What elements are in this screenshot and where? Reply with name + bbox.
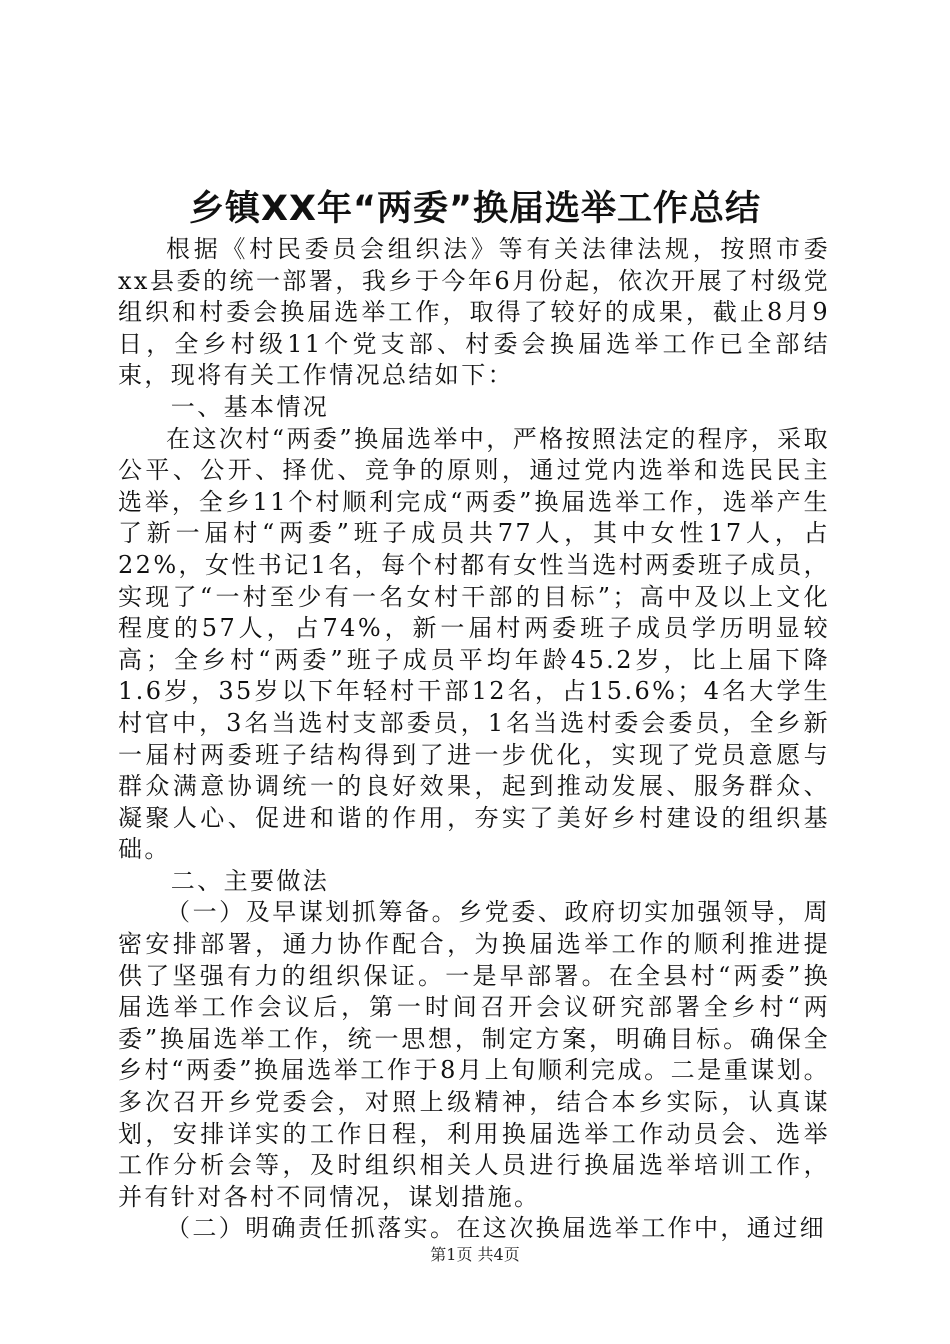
intro-paragraph: 根据《村民委员会组织法》等有关法律法规，按照市委xx县委的统一部署，我乡于今年6月份起，依次开展了村级党组织和村委会换届选举工作，取得了较好的成果，截止8月9日，全乡村级11个党支部、村委会换届选举工作已全部结束，现将有关工作情况总结如下：: [118, 235, 830, 390]
basic-situation-paragraph: 在这次村“两委”换届选举中，严格按照法定的程序，采取公平、公开、择优、竞争的原则，通过党内选举和选民民主选举，全乡11个村顺利完成“两委”换届选举工作，选举产生了新一届村“两委”班子成员共77人，其中女性17人，占22%，女性书记1名，每个村都有女性当选村两委班子成员，实现了“一村至少有一名女村干部的目标”；高中及以上文化程度的57人，占74%，新一届村两委班子成员学历明显较高；全乡村“两委”班子成员平均年龄45.2岁，比上届下降1.6岁，35岁以下年轻村干部12名，占15.6%；4名大学生村官中，3名当选村支部委员，1名当选村委会委员，全乡新一届村两委班子结构得到了进一步优化，实现了党员意愿与群众满意协调统一的良好效果，起到推动发展、服务群众、凝聚人心、促进和谐的作用，夯实了美好乡村建设的组织基础。: [118, 424, 830, 864]
document-body: [118, 234, 830, 1245]
methods-paragraph-1: （一）及早谋划抓筹备。乡党委、政府切实加强领导，周密安排部署，通力协作配合，为换届选举工作的顺利推进提供了坚强有力的组织保证。一是早部署。在全县村“两委”换届选举工作会议后，第一时间召开会议研究部署全乡村“两委”换届选举工作，统一思想，制定方案，明确目标。确保全乡村“两委”换届选举工作于8月上旬顺利完成。二是重谋划。多次召开乡党委会，对照上级精神，结合本乡实际，认真谋划，安排详实的工作日程，利用换届选举工作动员会、选举工作分析会等，及时组织相关人员进行换届选举培训工作，并有针对各村不同情况，谋划措施。: [118, 898, 830, 1211]
page-number-footer: 第1页 共4页: [430, 1245, 520, 1264]
section-heading-basic: 一、基本情况: [170, 392, 330, 421]
document-title: 乡镇XX年“两委”换届选举工作总结: [189, 189, 761, 229]
section-heading-methods: 二、主要做法: [170, 866, 330, 895]
methods-paragraph-2: （二）明确责任抓落实。在这次换届选举工作中，通过细: [166, 1214, 826, 1243]
